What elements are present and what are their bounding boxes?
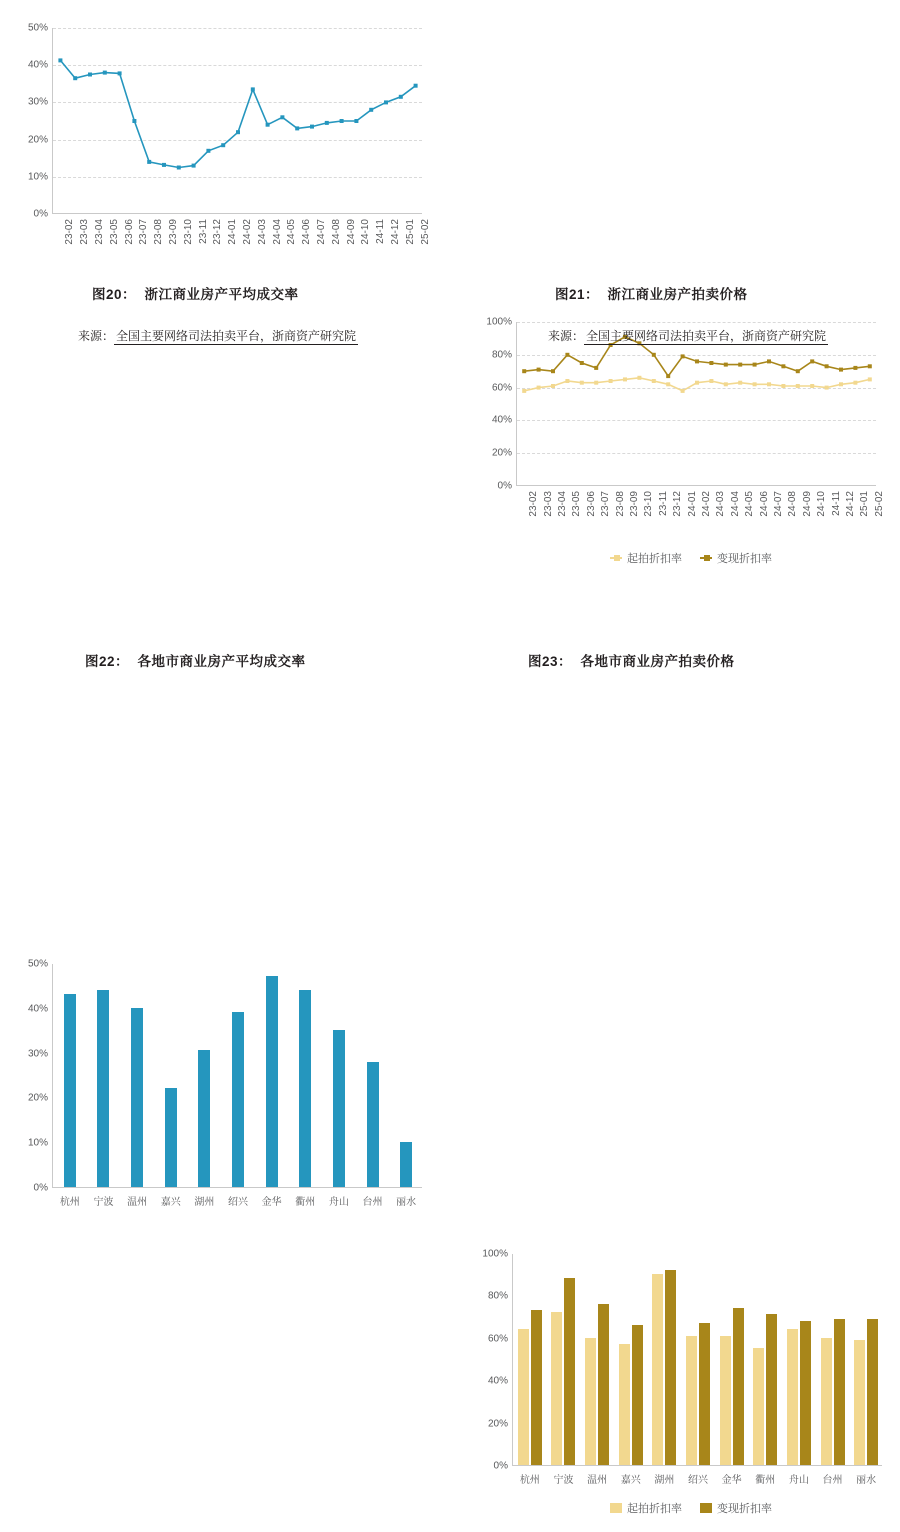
x-axis-tick-label: 23-12 bbox=[212, 219, 224, 245]
x-axis-tick-label: 24-08 bbox=[787, 491, 799, 517]
data-point bbox=[753, 382, 757, 386]
data-point bbox=[796, 369, 800, 373]
bar-平均成交率 bbox=[333, 1030, 345, 1187]
x-axis-tick-label: 23-10 bbox=[643, 491, 655, 517]
data-point bbox=[738, 381, 742, 385]
bar-变现折扣率 bbox=[531, 1310, 542, 1465]
x-axis-tick-label: 23-08 bbox=[614, 491, 626, 517]
data-point bbox=[354, 119, 358, 123]
y-axis-tick-label: 20% bbox=[491, 447, 512, 459]
data-point bbox=[868, 377, 872, 381]
bar-平均成交率 bbox=[131, 1008, 143, 1187]
plot-area-fig20 bbox=[27, 22, 431, 245]
bar-平均成交率 bbox=[232, 1012, 244, 1187]
y-axis-tick-label: 50% bbox=[27, 22, 48, 34]
y-axis-tick-label: 20% bbox=[27, 1092, 48, 1104]
y-axis-tick-label: 0% bbox=[33, 1182, 48, 1194]
x-axis-tick-label: 24-04 bbox=[271, 219, 283, 245]
y-axis-tick-label: 40% bbox=[27, 1003, 48, 1015]
x-axis-tick-label: 23-06 bbox=[123, 219, 135, 245]
data-point bbox=[103, 71, 107, 75]
data-point bbox=[251, 87, 255, 91]
caption-fig21: 图21： 浙江商业房产拍卖价格 bbox=[555, 287, 748, 302]
bar-变现折扣率 bbox=[665, 1270, 676, 1465]
data-point bbox=[853, 381, 857, 385]
x-axis-tick-label: 湖州 bbox=[194, 1197, 215, 1208]
data-point bbox=[724, 382, 728, 386]
line-平均成交率 bbox=[60, 60, 415, 167]
data-point bbox=[565, 353, 569, 357]
y-axis-tick-label: 40% bbox=[487, 1375, 508, 1387]
data-point bbox=[767, 359, 771, 363]
bar-平均成交率 bbox=[198, 1050, 210, 1187]
y-axis-tick-label: 100% bbox=[482, 1248, 508, 1260]
data-point bbox=[369, 108, 373, 112]
data-point bbox=[522, 369, 526, 373]
data-point bbox=[695, 381, 699, 385]
chart-fig23 bbox=[460, 1242, 900, 1532]
bar-起拍折扣率 bbox=[753, 1348, 764, 1465]
bar-平均成交率 bbox=[400, 1142, 412, 1187]
data-point bbox=[810, 384, 814, 388]
legend-label: 变现折扣率 bbox=[717, 1503, 772, 1515]
x-axis-tick-label: 湖州 bbox=[654, 1475, 675, 1486]
data-point bbox=[325, 121, 329, 125]
data-point bbox=[796, 384, 800, 388]
caption-fig20: 图20： 浙江商业房产平均成交率 bbox=[92, 287, 299, 302]
caption-fig23: 图23： 各地市商业房产拍卖价格 bbox=[528, 654, 735, 669]
data-point bbox=[295, 126, 299, 130]
data-point bbox=[810, 359, 814, 363]
y-axis-tick-label: 80% bbox=[491, 349, 512, 361]
y-axis-tick-label: 100% bbox=[486, 316, 512, 328]
x-axis-tick-label: 23-11 bbox=[197, 219, 209, 244]
data-point bbox=[132, 119, 136, 123]
data-point bbox=[839, 368, 843, 372]
bar-起拍折扣率 bbox=[686, 1336, 697, 1465]
x-axis-tick-label: 25-02 bbox=[419, 219, 431, 245]
data-point bbox=[681, 389, 685, 393]
bar-平均成交率 bbox=[165, 1088, 177, 1187]
y-axis-tick-label: 60% bbox=[487, 1333, 508, 1345]
x-axis-tick-label: 舟山 bbox=[788, 1475, 809, 1486]
x-axis-tick-label: 24-07 bbox=[316, 219, 327, 245]
legend-marker bbox=[614, 555, 620, 561]
data-point bbox=[522, 389, 526, 393]
x-axis-tick-label: 24-05 bbox=[286, 219, 298, 245]
x-axis-tick-label: 舟山 bbox=[328, 1197, 349, 1208]
legend-swatch bbox=[700, 1503, 712, 1513]
chart-fig21 bbox=[460, 300, 900, 600]
x-axis-tick-label: 24-02 bbox=[242, 219, 253, 245]
bar-起拍折扣率 bbox=[551, 1312, 562, 1465]
y-axis-tick-label: 0% bbox=[497, 480, 512, 492]
data-point bbox=[58, 58, 62, 62]
legend-fig23 bbox=[610, 1500, 772, 1516]
legend-fig21 bbox=[610, 550, 772, 566]
x-axis-tick-label: 宁波 bbox=[93, 1197, 114, 1208]
y-axis-tick-label: 40% bbox=[491, 414, 512, 426]
plot-area-fig23 bbox=[482, 1248, 882, 1486]
x-axis-tick-label: 24-11 bbox=[375, 219, 387, 244]
data-point bbox=[868, 364, 872, 368]
bar-平均成交率 bbox=[64, 994, 76, 1187]
x-axis-tick-label: 嘉兴 bbox=[620, 1475, 641, 1486]
x-axis-tick-label: 23-11 bbox=[657, 491, 669, 516]
x-axis-tick-label: 23-04 bbox=[94, 219, 105, 245]
x-axis-tick-label: 23-04 bbox=[557, 491, 568, 517]
data-point bbox=[825, 386, 829, 390]
bar-起拍折扣率 bbox=[619, 1344, 630, 1465]
data-point bbox=[118, 71, 122, 75]
data-point bbox=[594, 381, 598, 385]
x-axis-tick-label: 丽水 bbox=[396, 1197, 417, 1208]
x-axis-tick-label: 24-04 bbox=[729, 491, 741, 517]
legend-item[interactable] bbox=[610, 550, 682, 566]
x-axis-tick-label: 24-10 bbox=[816, 491, 828, 517]
x-axis-tick-label: 23-09 bbox=[629, 491, 640, 517]
x-axis-tick-label: 23-07 bbox=[138, 219, 150, 245]
x-axis-tick-label: 24-01 bbox=[686, 491, 698, 517]
source-fig21: 来源： 全国主要网络司法拍卖平台，浙商资产研究院 bbox=[548, 329, 827, 343]
data-point bbox=[88, 73, 92, 77]
data-point bbox=[709, 379, 713, 383]
bar-平均成交率 bbox=[299, 990, 311, 1187]
x-axis-tick-label: 绍兴 bbox=[688, 1475, 708, 1486]
data-point bbox=[551, 384, 555, 388]
x-axis-tick-label: 金华 bbox=[721, 1475, 742, 1486]
data-point bbox=[147, 160, 151, 164]
x-axis-tick-label: 台州 bbox=[822, 1475, 843, 1486]
x-axis-tick-label: 24-10 bbox=[360, 219, 372, 245]
x-axis-tick-label: 嘉兴 bbox=[160, 1197, 181, 1208]
x-axis-tick-label: 24-12 bbox=[390, 219, 401, 245]
data-point bbox=[266, 123, 270, 127]
y-axis-tick-label: 40% bbox=[27, 59, 48, 71]
x-axis-tick-label: 24-09 bbox=[801, 491, 813, 517]
bar-起拍折扣率 bbox=[787, 1329, 798, 1465]
legend-item[interactable] bbox=[700, 550, 772, 566]
data-point bbox=[280, 115, 284, 119]
data-point bbox=[781, 364, 785, 368]
data-point bbox=[580, 361, 584, 365]
legend-label: 起拍折扣率 bbox=[627, 1503, 682, 1515]
bar-平均成交率 bbox=[266, 976, 278, 1187]
bar-变现折扣率 bbox=[867, 1319, 878, 1465]
y-axis-tick-label: 30% bbox=[27, 1048, 48, 1060]
data-point bbox=[853, 366, 857, 370]
data-point bbox=[551, 369, 555, 373]
data-point bbox=[623, 377, 627, 381]
y-axis-tick-label: 0% bbox=[33, 208, 48, 220]
data-point bbox=[580, 381, 584, 385]
y-axis-tick-label: 60% bbox=[491, 382, 512, 394]
bar-起拍折扣率 bbox=[652, 1274, 663, 1465]
x-axis-tick-label: 24-08 bbox=[330, 219, 342, 245]
x-axis-tick-label: 23-03 bbox=[79, 219, 91, 245]
x-axis-tick-label: 25-01 bbox=[859, 491, 871, 517]
legend-swatch bbox=[610, 557, 622, 559]
bar-变现折扣率 bbox=[766, 1314, 777, 1465]
x-axis-tick-label: 杭州 bbox=[519, 1475, 540, 1486]
bar-起拍折扣率 bbox=[518, 1329, 529, 1465]
data-point bbox=[681, 354, 685, 358]
x-axis-tick-label: 24-07 bbox=[773, 491, 784, 517]
legend-item[interactable] bbox=[700, 1500, 772, 1516]
x-axis-tick-label: 23-03 bbox=[542, 491, 554, 517]
x-axis-tick-label: 绍兴 bbox=[228, 1197, 248, 1208]
data-point bbox=[192, 164, 196, 168]
x-axis-tick-label: 温州 bbox=[587, 1475, 608, 1486]
data-point bbox=[340, 119, 344, 123]
legend-label: 起拍折扣率 bbox=[627, 553, 682, 565]
x-axis-tick-label: 衢州 bbox=[295, 1197, 316, 1208]
x-axis-tick-label: 24-01 bbox=[227, 219, 239, 245]
x-axis-tick-label: 23-02 bbox=[528, 491, 540, 517]
data-point bbox=[666, 382, 670, 386]
x-axis-tick-label: 24-06 bbox=[758, 491, 770, 517]
bar-变现折扣率 bbox=[733, 1308, 744, 1465]
data-point bbox=[236, 130, 240, 134]
bar-起拍折扣率 bbox=[720, 1336, 731, 1465]
x-axis-tick-label: 23-06 bbox=[585, 491, 597, 517]
y-axis-tick-label: 10% bbox=[27, 171, 48, 183]
plot-area-fig22 bbox=[27, 958, 422, 1208]
data-point bbox=[666, 374, 670, 378]
x-axis-tick-label: 宁波 bbox=[553, 1475, 574, 1486]
bar-平均成交率 bbox=[97, 990, 109, 1187]
x-axis-tick-label: 23-05 bbox=[571, 491, 583, 517]
x-axis-tick-label: 24-03 bbox=[256, 219, 268, 245]
data-point bbox=[724, 363, 728, 367]
bar-起拍折扣率 bbox=[585, 1338, 596, 1465]
plot-area-fig21 bbox=[486, 316, 885, 517]
x-axis-tick-label: 24-11 bbox=[830, 491, 842, 516]
data-point bbox=[594, 366, 598, 370]
bar-变现折扣率 bbox=[632, 1325, 643, 1465]
data-point bbox=[162, 163, 166, 167]
x-axis-tick-label: 23-12 bbox=[672, 491, 684, 517]
bar-变现折扣率 bbox=[564, 1278, 575, 1465]
x-axis-tick-label: 24-06 bbox=[301, 219, 313, 245]
data-point bbox=[753, 363, 757, 367]
data-point bbox=[825, 364, 829, 368]
bar-变现折扣率 bbox=[800, 1321, 811, 1465]
legend-label: 变现折扣率 bbox=[717, 553, 772, 565]
x-axis-tick-label: 23-09 bbox=[168, 219, 179, 245]
source-fig20: 来源： 全国主要网络司法拍卖平台，浙商资产研究院 bbox=[78, 329, 357, 343]
data-point bbox=[565, 379, 569, 383]
data-point bbox=[709, 361, 713, 365]
y-axis-tick-label: 50% bbox=[27, 958, 48, 970]
bar-起拍折扣率 bbox=[821, 1338, 832, 1465]
data-point bbox=[221, 143, 225, 147]
legend-swatch bbox=[700, 557, 712, 559]
legend-swatch bbox=[610, 1503, 622, 1513]
x-axis-tick-label: 台州 bbox=[362, 1197, 383, 1208]
x-axis-tick-label: 23-08 bbox=[153, 219, 165, 245]
data-point bbox=[537, 368, 541, 372]
x-axis-tick-label: 24-05 bbox=[744, 491, 756, 517]
x-axis-tick-label: 衢州 bbox=[755, 1475, 776, 1486]
data-point bbox=[73, 76, 77, 80]
data-point bbox=[414, 84, 418, 88]
x-axis-tick-label: 金华 bbox=[261, 1197, 282, 1208]
data-point bbox=[206, 149, 210, 153]
x-axis-tick-label: 杭州 bbox=[59, 1197, 80, 1208]
data-point bbox=[609, 379, 613, 383]
y-axis-tick-label: 20% bbox=[27, 134, 48, 146]
x-axis-tick-label: 24-09 bbox=[345, 219, 357, 245]
bar-变现折扣率 bbox=[834, 1319, 845, 1465]
x-axis-tick-label: 23-10 bbox=[182, 219, 194, 245]
bar-变现折扣率 bbox=[699, 1323, 710, 1465]
x-axis-tick-label: 24-12 bbox=[845, 491, 856, 517]
x-axis-tick-label: 23-05 bbox=[108, 219, 120, 245]
data-point bbox=[695, 359, 699, 363]
x-axis-tick-label: 23-07 bbox=[600, 491, 612, 517]
y-axis-tick-label: 10% bbox=[27, 1137, 48, 1149]
line-series-group bbox=[53, 28, 423, 214]
y-axis-tick-label: 80% bbox=[487, 1290, 508, 1302]
data-point bbox=[384, 100, 388, 104]
x-axis-tick-label: 25-02 bbox=[873, 491, 885, 517]
x-axis-tick-label: 24-03 bbox=[715, 491, 727, 517]
data-point bbox=[839, 382, 843, 386]
data-point bbox=[637, 376, 641, 380]
bar-起拍折扣率 bbox=[854, 1340, 865, 1465]
data-point bbox=[537, 386, 541, 390]
bar-变现折扣率 bbox=[598, 1304, 609, 1465]
x-axis-tick-label: 丽水 bbox=[856, 1475, 877, 1486]
y-axis-tick-label: 20% bbox=[487, 1418, 508, 1430]
data-point bbox=[767, 382, 771, 386]
legend-marker bbox=[704, 555, 710, 561]
x-axis-tick-label: 24-02 bbox=[701, 491, 712, 517]
data-point bbox=[399, 95, 403, 99]
data-point bbox=[310, 125, 314, 129]
x-axis-tick-label: 温州 bbox=[127, 1197, 148, 1208]
data-point bbox=[652, 353, 656, 357]
caption-fig22: 图22： 各地市商业房产平均成交率 bbox=[85, 654, 306, 669]
bar-平均成交率 bbox=[367, 1062, 379, 1187]
data-point bbox=[652, 379, 656, 383]
x-axis-tick-label: 25-01 bbox=[404, 219, 416, 245]
line-series-group bbox=[517, 322, 877, 486]
data-point bbox=[781, 384, 785, 388]
x-axis-tick-label: 23-02 bbox=[64, 219, 76, 245]
data-point bbox=[177, 166, 181, 170]
y-axis-tick-label: 30% bbox=[27, 96, 48, 108]
chart-fig22 bbox=[0, 952, 440, 1242]
legend-item[interactable] bbox=[610, 1500, 682, 1516]
data-point bbox=[738, 363, 742, 367]
y-axis-tick-label: 0% bbox=[493, 1460, 508, 1472]
chart-fig20 bbox=[0, 0, 440, 300]
